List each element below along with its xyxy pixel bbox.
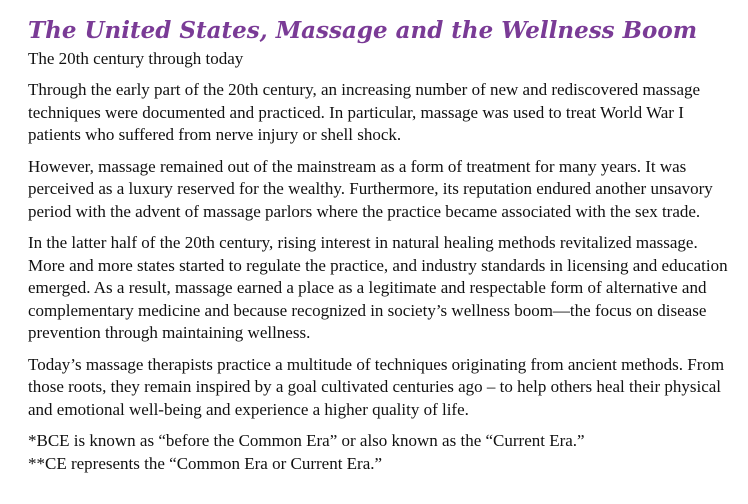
document-subtitle: The 20th century through today	[28, 49, 244, 68]
paragraph-today: Today’s massage therapists practice a multitude of techniques originating from ancient methods. From those roots, they remain inspired by a goal cultivated centuries ago – to help others heal their physical and emotional well-being and experience a higher quality of life.	[28, 354, 725, 419]
document-page	[28, 14, 738, 475]
paragraph-latter-half: In the latter half of the 20th century, rising interest in natural healing methods revitalized massage. More and more states started to regulate the practice, and industry standards in licensing and education emerged. As a result, massage earned a place as a legitimate and respectable form of alternative and complementary medicine and because recognized in society’s wellness boom—the focus on disease prevention through maintaining wellness.	[28, 233, 728, 342]
footnote-ce: **CE represents the “Common Era or Current Era.”	[28, 453, 383, 473]
paragraph-outside-mainstream: However, massage remained out of the mainstream as a form of treatment for many years. It was perceived as a luxury reserved for the wealthy. Furthermore, its reputation endured another unsavory period with the advent of massage parlors where the practice became associated with the sex trade.	[28, 156, 713, 221]
document-title: The United States, Massage and the Wellness Boom	[28, 17, 698, 44]
paragraph-early-20th-century: Through the early part of the 20th century, an increasing number of new and rediscovered massage techniques were documented and practiced. In particular, massage was used to treat World War I patients who suffered from nerve injury or shell shock.	[28, 80, 701, 144]
footnote-bce: *BCE is known as “before the Common Era” or also known as the “Current Era.”	[28, 431, 585, 450]
